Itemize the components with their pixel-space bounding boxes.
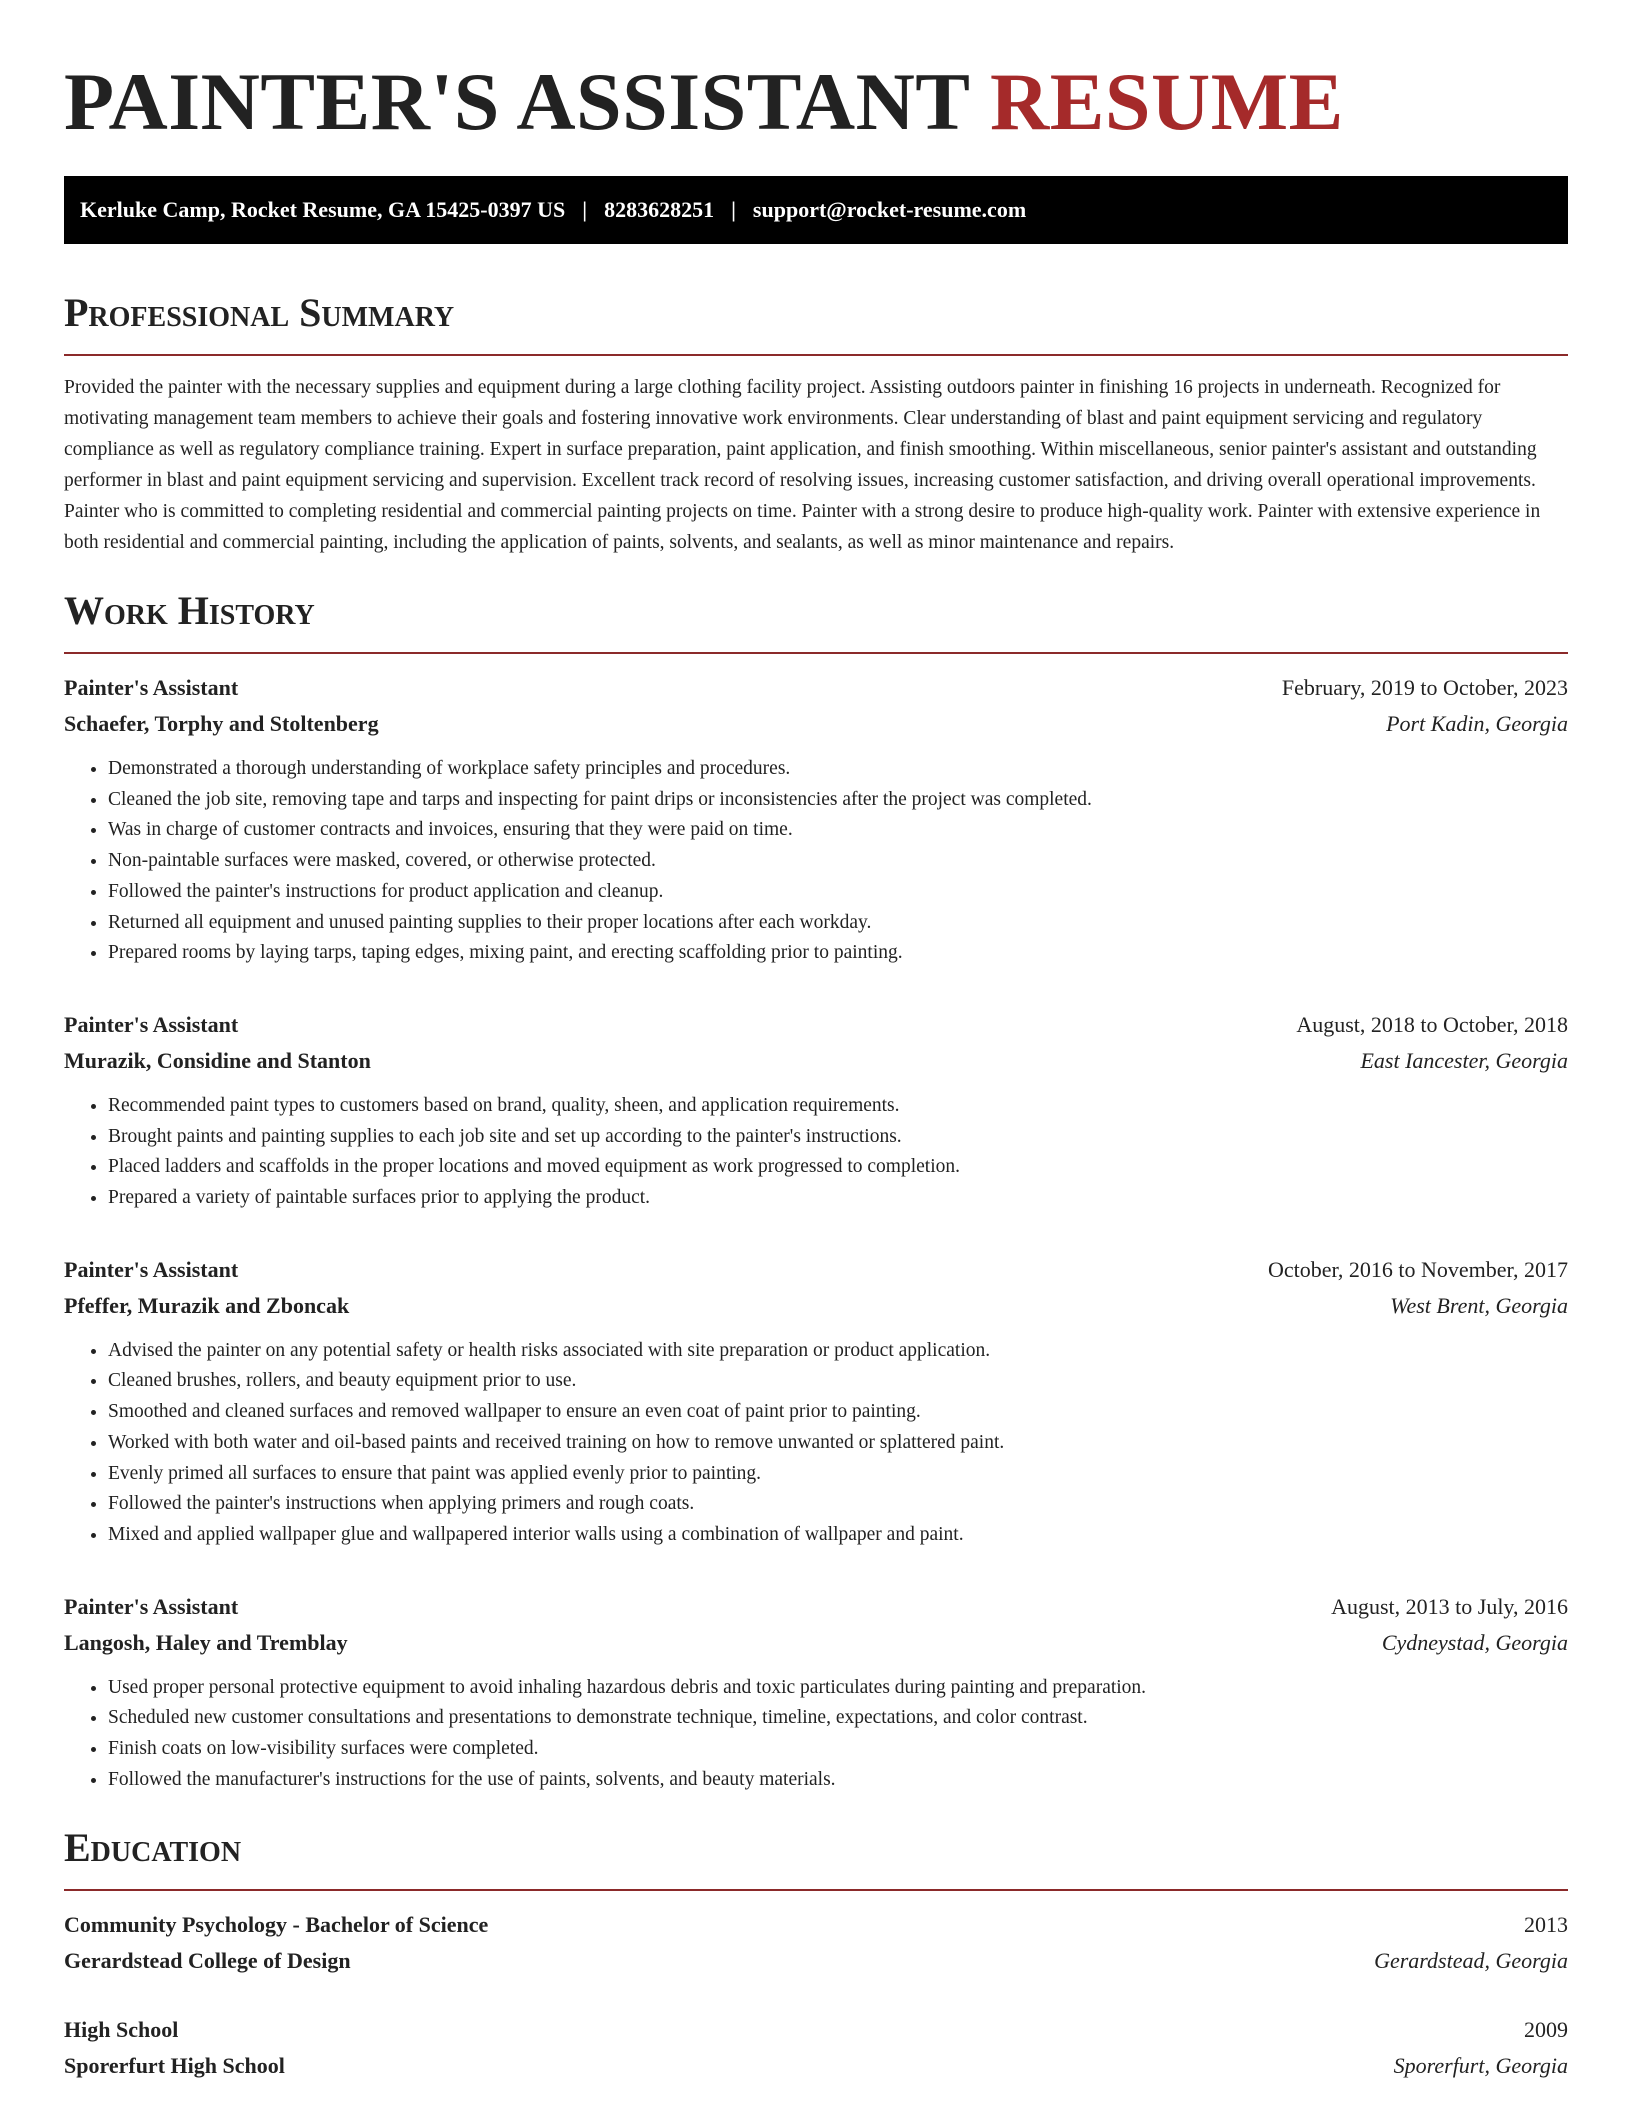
education-entry xyxy=(64,1907,1568,1979)
job-company: Schaefer, Torphy and Stoltenberg xyxy=(64,711,379,736)
job-bullet: • Scheduled new customer consultations and presentations to demonstrate technique, timeline, expectations, and color contrast. xyxy=(108,1703,1568,1734)
job-title: Painter's Assistant xyxy=(64,675,239,700)
job-dates: August, 2018 to October, 2018 xyxy=(1296,1011,1568,1037)
job-bullets xyxy=(64,1091,1568,1214)
contact-separator: | xyxy=(582,197,588,222)
resume-title xyxy=(64,52,1568,152)
education-school: Sporerfurt High School xyxy=(64,2053,285,2079)
education-degree: High School xyxy=(64,2017,179,2043)
job-location: West Brent, Georgia xyxy=(1390,1292,1568,1318)
job-bullet: • Cleaned the job site, removing tape and tarps and inspecting for paint drips or inconsistencies after the project was completed. xyxy=(108,785,1568,816)
job-bullets xyxy=(64,1673,1568,1796)
job-bullet: • Brought paints and painting supplies to each job site and set up according to the painter's instructions. xyxy=(108,1122,1568,1153)
job-bullet: • Cleaned brushes, rollers, and beauty equipment prior to use. xyxy=(108,1366,1568,1397)
job-title: Painter's Assistant xyxy=(64,1593,239,1619)
education-location: Sporerfurt, Georgia xyxy=(1393,2053,1568,2079)
job-bullets xyxy=(64,1336,1568,1551)
job-dates: August, 2013 to July, 2016 xyxy=(1331,1593,1568,1619)
job-entry xyxy=(64,1589,1568,1796)
title-main: PAINTER'S ASSISTANT xyxy=(64,56,970,147)
job-bullet: • Prepared a variety of paintable surfaces prior to applying the product. xyxy=(108,1183,1568,1214)
job-bullet: • Placed ladders and scaffolds in the proper locations and moved equipment as work progressed to completion. xyxy=(108,1152,1568,1183)
job-company: Pfeffer, Murazik and Zboncak xyxy=(64,1292,350,1318)
job-entry xyxy=(64,1252,1568,1551)
job-bullet: • Advised the painter on any potential safety or health risks associated with site preparation or product application. xyxy=(108,1336,1568,1367)
job-dates: October, 2016 to November, 2017 xyxy=(1267,1256,1568,1282)
education-entry xyxy=(64,2012,1568,2084)
job-company: Langosh, Haley and Tremblay xyxy=(64,1629,348,1655)
job-bullet: • Mixed and applied wallpaper glue and wallpapered interior walls using a combination of wallpaper and paint. xyxy=(108,1520,1568,1551)
job-bullet: • Smoothed and cleaned surfaces and removed wallpaper to ensure an even coat of paint prior to painting. xyxy=(108,1397,1568,1428)
professional-summary: Provided the painter with the necessary supplies and equipment during a large clothing facility project. Assisting outdoors painter in finishing 16 projects in underneath. Recognized for motivating management team members to achieve their goals and fostering innovative work environments. Clear understanding of blast and paint equipment servicing and regulatory compliance as well as regulatory compliance training. Expert in surface preparation, paint application, and finish smoothing. Within miscellaneous, senior painter's assistant and outstanding performer in blast and paint equipment servicing and supervision. Excellent track record of resolving issues, increasing customer satisfaction, and driving overall operational improvements. Painter who is committed to completing residential and commercial painting projects on time. Painter with a strong desire to produce high-quality work. Painter with extensive experience in both residential and commercial painting, including the application of paints, solvents, and sealants, as well as minor maintenance and repairs. xyxy=(64,377,1541,553)
education-year: 2009 xyxy=(1524,2017,1568,2043)
job-entry xyxy=(64,670,1568,969)
job-bullet: • Demonstrated a thorough understanding of workplace safety principles and procedures. xyxy=(108,754,1568,785)
job-bullet: • Prepared rooms by laying tarps, taping edges, mixing paint, and erecting scaffolding prior to painting. xyxy=(108,938,1568,969)
education-school: Gerardstead College of Design xyxy=(64,1948,351,1974)
job-bullet: • Finish coats on low-visibility surfaces were completed. xyxy=(108,1734,1568,1765)
section-heading-work-history: Work History xyxy=(64,586,1568,654)
job-bullet: • Returned all equipment and unused painting supplies to their proper locations after each workday. xyxy=(108,908,1568,939)
job-bullet: • Non-paintable surfaces were masked, covered, or otherwise protected. xyxy=(108,846,1568,877)
contact-separator: | xyxy=(731,197,736,222)
job-location: Cydneystad, Georgia xyxy=(1381,1629,1568,1655)
job-bullet: • Followed the painter's instructions when applying primers and rough coats. xyxy=(108,1489,1568,1520)
job-title: Painter's Assistant xyxy=(64,1256,239,1282)
education-degree: Community Psychology - Bachelor of Science xyxy=(64,1912,489,1938)
job-bullet: • Worked with both water and oil-based paints and received training on how to remove unwanted or splattered paint. xyxy=(108,1428,1568,1459)
job-bullet: • Recommended paint types to customers based on brand, quality, sheen, and application requirements. xyxy=(108,1091,1568,1122)
education-year: 2013 xyxy=(1524,1912,1568,1938)
section-heading-education: Education xyxy=(64,1823,1568,1891)
education-location: Gerardstead, Georgia xyxy=(1374,1948,1568,1974)
job-company: Murazik, Considine and Stanton xyxy=(64,1047,371,1073)
job-bullet: • Evenly primed all surfaces to ensure that paint was applied evenly prior to painting. xyxy=(108,1459,1568,1490)
job-bullet: • Followed the painter's instructions for product application and cleanup. xyxy=(108,877,1568,908)
job-location: East Iancester, Georgia xyxy=(1360,1047,1568,1073)
contact-email: support@rocket-resume.com xyxy=(752,197,1027,222)
job-entry xyxy=(64,1007,1568,1214)
section-heading-summary: Professional Summary xyxy=(64,288,1568,356)
job-bullet: • Used proper personal protective equipment to avoid inhaling hazardous debris and toxic particulates during painting and preparation. xyxy=(108,1673,1568,1704)
contact-bar xyxy=(64,176,1568,244)
contact-phone: 8283628251 xyxy=(604,197,715,222)
job-location: Port Kadin, Georgia xyxy=(1386,711,1568,736)
job-bullet: • Was in charge of customer contracts and invoices, ensuring that they were paid on time. xyxy=(108,815,1568,846)
contact-address: Kerluke Camp, Rocket Resume, GA 15425-0397 US xyxy=(80,197,566,222)
job-bullets xyxy=(64,754,1568,969)
title-accent: RESUME xyxy=(990,56,1344,147)
job-bullet: • Followed the manufacturer's instructions for the use of paints, solvents, and beauty materials. xyxy=(108,1765,1568,1796)
job-title: Painter's Assistant xyxy=(64,1011,239,1037)
job-dates: February, 2019 to October, 2023 xyxy=(1281,675,1568,700)
